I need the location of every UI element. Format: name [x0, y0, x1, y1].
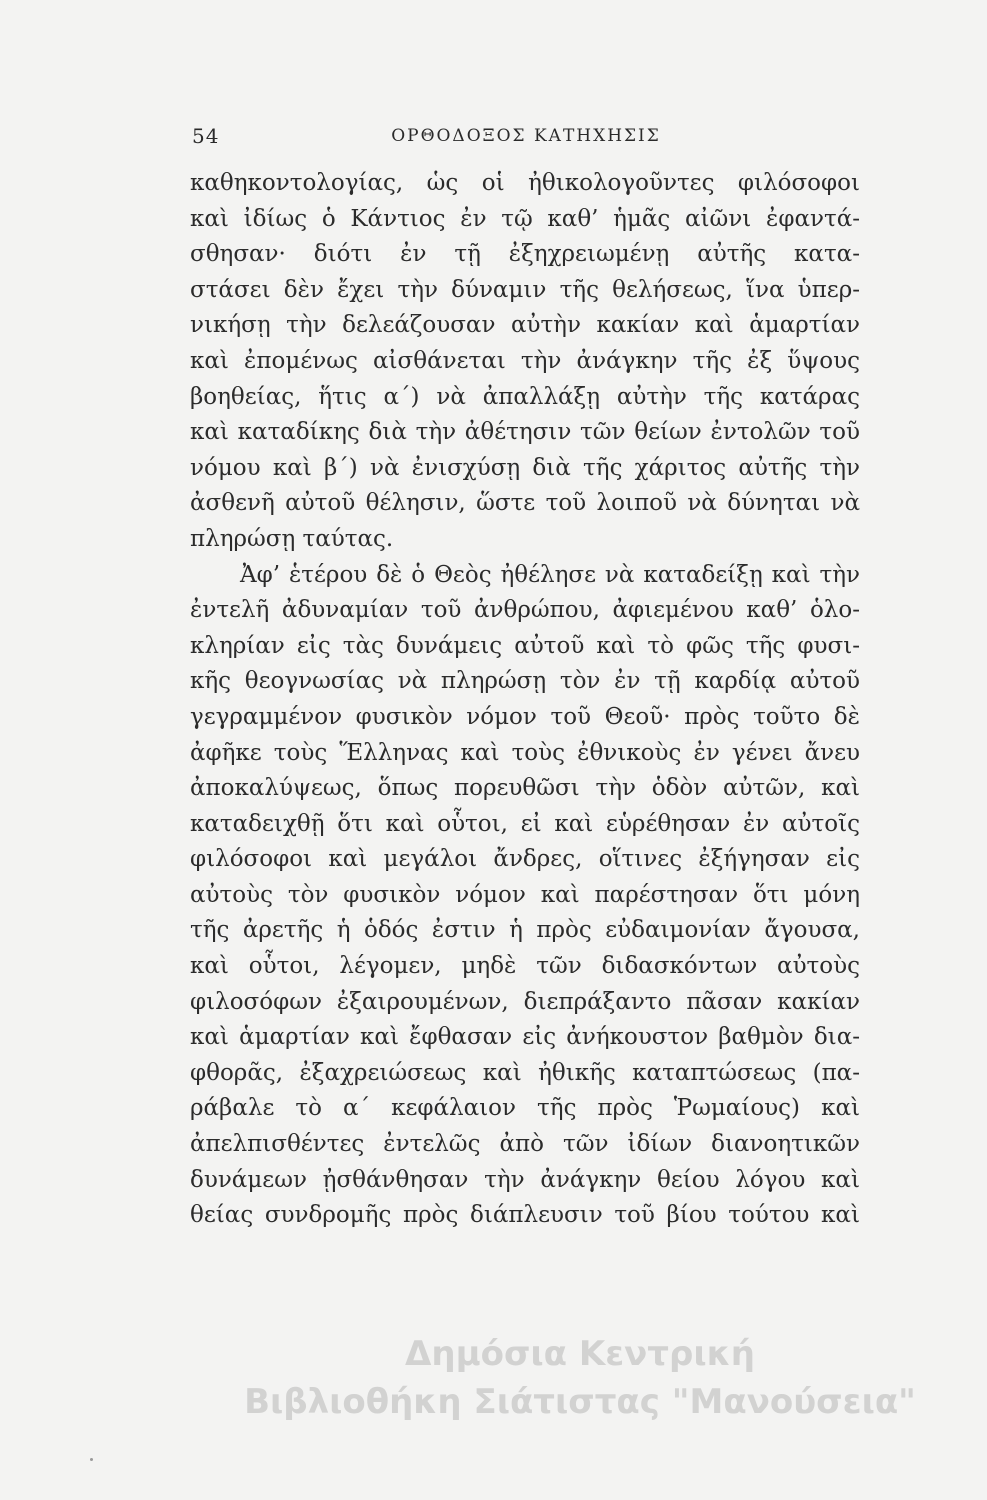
- text-line: νικήσῃ τὴν δελεάζουσαν αὐτὴν κακίαν καὶ ἁμαρτίαν: [190, 312, 860, 339]
- text-line: καταδειχθῇ ὅτι καὶ οὗτοι, εἰ καὶ εὑρέθησαν ἐν αὐτοῖς: [190, 810, 860, 837]
- text-line: γεγραμμένον φυσικὸν νόμον τοῦ Θεοῦ· πρὸς τοῦτο δὲ: [190, 703, 860, 730]
- text-line: φιλοσόφων ἐξαιρουμένων, διεπράξαντο πᾶσαν κακίαν: [190, 988, 860, 1015]
- paper-speck: [90, 1458, 93, 1461]
- text-line: αὐτοὺς τὸν φυσικὸν νόμον καὶ παρέστησαν ὅτι μόνη: [190, 881, 860, 908]
- page-number: 54: [192, 124, 220, 148]
- text-line: πληρώσῃ ταύτας.: [190, 525, 394, 552]
- text-line: κῆς θεογνωσίας νὰ πληρώσῃ τὸν ἐν τῇ καρδίᾳ αὐτοῦ: [190, 668, 860, 695]
- text-line: δυνάμεων ᾐσθάνθησαν τὴν ἀνάγκην θείου λόγου καὶ: [190, 1166, 860, 1193]
- text-line: ἀφῆκε τοὺς Ἕλληνας καὶ τοὺς ἐθνικοὺς ἐν γένει ἄνευ: [190, 739, 860, 766]
- running-title: ΟΡΘΟΔΟΞΟΣ ΚΑΤΗΧΗΣΙΣ: [391, 126, 661, 146]
- text-line: ἐντελῆ ἀδυναμίαν τοῦ ἀνθρώπου, ἀφιεμένου καθ’ ὁλο-: [190, 597, 860, 624]
- body-text: [190, 166, 860, 1234]
- text-line: καὶ ἰδίως ὁ Κάντιος ἐν τῷ καθ’ ἡμᾶς αἰῶνι ἐφαντά-: [190, 205, 860, 232]
- watermark-line-1: Δημόσια Κεντρική: [405, 1334, 755, 1374]
- text-line: στάσει δὲν ἔχει τὴν δύναμιν τῆς θελήσεως, ἵνα ὑπερ-: [190, 276, 860, 303]
- text-line: φθορᾶς, ἐξαχρειώσεως καὶ ἠθικῆς καταπτώσεως (πα-: [190, 1059, 860, 1086]
- text-line: φιλόσοφοι καὶ μεγάλοι ἄνδρες, οἵτινες ἐξήγησαν εἰς: [190, 846, 860, 873]
- text-line: καὶ ἐπομένως αἰσθάνεται τὴν ἀνάγκην τῆς ἐξ ὕψους: [190, 347, 860, 374]
- text-line: καθηκοντολογίας, ὡς οἱ ἠθικολογοῦντες φιλόσοφοι: [190, 170, 860, 196]
- watermark-line-2: Βιβλιοθήκη Σιάτιστας "Μανούσεια": [244, 1382, 916, 1422]
- text-line: βοηθείας, ἥτις α΄) νὰ ἀπαλλάξῃ αὐτὴν τῆς κατάρας: [190, 383, 860, 410]
- text-line: θείας συνδρομῆς πρὸς διάπλευσιν τοῦ βίου τούτου καὶ: [190, 1202, 860, 1229]
- text-line: τῆς ἀρετῆς ἡ ὁδός ἐστιν ἡ πρὸς εὐδαιμονίαν ἄγουσα,: [190, 917, 860, 944]
- text-line: νόμου καὶ β΄) νὰ ἐνισχύσῃ διὰ τῆς χάριτος αὐτῆς τὴν: [190, 454, 860, 481]
- page-header: [192, 124, 860, 154]
- text-line: καὶ οὗτοι, λέγομεν, μηδὲ τῶν διδασκόντων αὐτοὺς: [190, 953, 860, 980]
- text-line: ἀσθενῆ αὐτοῦ θέλησιν, ὥστε τοῦ λοιποῦ νὰ δύνηται νὰ: [190, 490, 860, 517]
- library-watermark: [200, 1330, 960, 1426]
- text-line: κληρίαν εἰς τὰς δυνάμεις αὐτοῦ καὶ τὸ φῶς τῆς φυσι-: [190, 632, 860, 659]
- text-line: καὶ ἁμαρτίαν καὶ ἔφθασαν εἰς ἀνήκουστον βαθμὸν δια-: [190, 1024, 860, 1051]
- text-line: καὶ καταδίκης διὰ τὴν ἀθέτησιν τῶν θείων ἐντολῶν τοῦ: [190, 419, 860, 446]
- text-line: ἀποκαλύψεως, ὅπως πορευθῶσι τὴν ὁδὸν αὐτῶν, καὶ: [190, 775, 860, 802]
- text-line: σθησαν· διότι ἐν τῇ ἐξηχρειωμένῃ αὐτῆς κατα-: [190, 241, 860, 268]
- text-line: ἀπελπισθέντες ἐντελῶς ἀπὸ τῶν ἰδίων διανοητικῶν: [190, 1131, 860, 1158]
- text-line: ράβαλε τὸ α΄ κεφάλαιον τῆς πρὸς Ῥωμαίους) καὶ: [190, 1095, 860, 1122]
- text-line: Ἀφ’ ἑτέρου δὲ ὁ Θεὸς ἠθέλησε νὰ καταδείξῃ καὶ τὴν: [240, 561, 860, 588]
